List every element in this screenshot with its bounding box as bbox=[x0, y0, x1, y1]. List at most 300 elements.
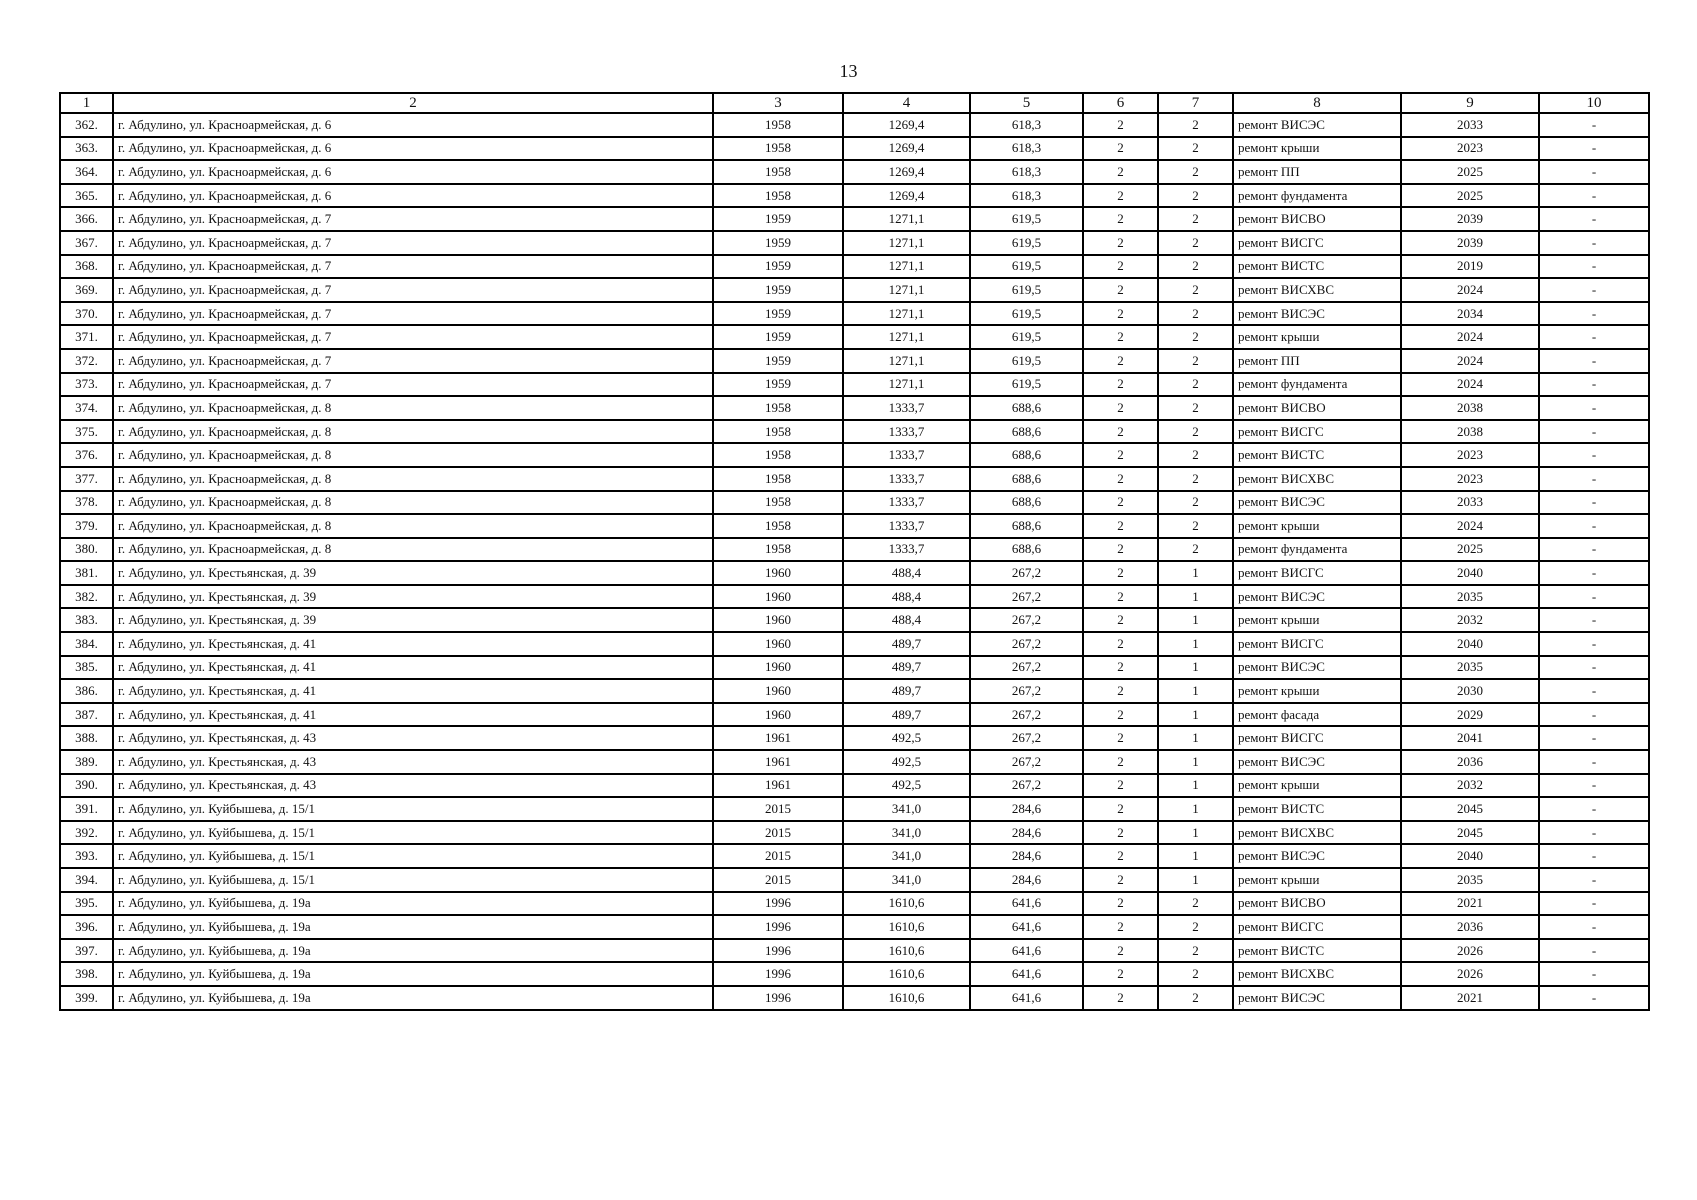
total-area-cell: 1333,7 bbox=[843, 443, 970, 467]
note-cell: - bbox=[1539, 986, 1649, 1010]
floors-cell: 2 bbox=[1083, 137, 1158, 161]
address-cell: г. Абдулино, ул. Красноармейская, д. 8 bbox=[113, 396, 713, 420]
build-year-cell: 1960 bbox=[713, 632, 843, 656]
living-area-cell: 619,5 bbox=[970, 231, 1083, 255]
row-number-cell: 383. bbox=[60, 608, 113, 632]
planned-year-cell: 2039 bbox=[1401, 231, 1539, 255]
living-area-cell: 618,3 bbox=[970, 137, 1083, 161]
address-cell: г. Абдулино, ул. Куйбышева, д. 15/1 bbox=[113, 868, 713, 892]
planned-year-cell: 2038 bbox=[1401, 396, 1539, 420]
entrances-cell: 2 bbox=[1158, 514, 1233, 538]
entrances-cell: 2 bbox=[1158, 420, 1233, 444]
address-cell: г. Абдулино, ул. Крестьянская, д. 39 bbox=[113, 608, 713, 632]
column-number: 6 bbox=[1083, 93, 1158, 113]
total-area-cell: 489,7 bbox=[843, 703, 970, 727]
table-body bbox=[60, 93, 1649, 1010]
total-area-cell: 1333,7 bbox=[843, 467, 970, 491]
build-year-cell: 1958 bbox=[713, 467, 843, 491]
column-number: 2 bbox=[113, 93, 713, 113]
planned-year-cell: 2035 bbox=[1401, 585, 1539, 609]
repair-type-cell: ремонт ВИСГС bbox=[1233, 561, 1401, 585]
floors-cell: 2 bbox=[1083, 373, 1158, 397]
living-area-cell: 267,2 bbox=[970, 750, 1083, 774]
entrances-cell: 2 bbox=[1158, 373, 1233, 397]
floors-cell: 2 bbox=[1083, 774, 1158, 798]
planned-year-cell: 2041 bbox=[1401, 726, 1539, 750]
floors-cell: 2 bbox=[1083, 278, 1158, 302]
address-cell: г. Абдулино, ул. Красноармейская, д. 7 bbox=[113, 349, 713, 373]
table-row bbox=[60, 986, 1649, 1010]
table-row bbox=[60, 491, 1649, 515]
housing-repair-table bbox=[59, 92, 1650, 1011]
entrances-cell: 2 bbox=[1158, 467, 1233, 491]
address-cell: г. Абдулино, ул. Красноармейская, д. 7 bbox=[113, 255, 713, 279]
repair-type-cell: ремонт ВИСХВС bbox=[1233, 278, 1401, 302]
note-cell: - bbox=[1539, 844, 1649, 868]
floors-cell: 2 bbox=[1083, 915, 1158, 939]
living-area-cell: 619,5 bbox=[970, 278, 1083, 302]
build-year-cell: 1960 bbox=[713, 703, 843, 727]
total-area-cell: 1271,1 bbox=[843, 325, 970, 349]
living-area-cell: 267,2 bbox=[970, 561, 1083, 585]
address-cell: г. Абдулино, ул. Куйбышева, д. 15/1 bbox=[113, 821, 713, 845]
build-year-cell: 1958 bbox=[713, 113, 843, 137]
repair-type-cell: ремонт ВИСВО bbox=[1233, 207, 1401, 231]
table-row bbox=[60, 797, 1649, 821]
note-cell: - bbox=[1539, 514, 1649, 538]
living-area-cell: 267,2 bbox=[970, 632, 1083, 656]
note-cell: - bbox=[1539, 113, 1649, 137]
floors-cell: 2 bbox=[1083, 939, 1158, 963]
build-year-cell: 1996 bbox=[713, 892, 843, 916]
repair-type-cell: ремонт ВИСГС bbox=[1233, 231, 1401, 255]
note-cell: - bbox=[1539, 349, 1649, 373]
address-cell: г. Абдулино, ул. Куйбышева, д. 15/1 bbox=[113, 844, 713, 868]
build-year-cell: 2015 bbox=[713, 797, 843, 821]
address-cell: г. Абдулино, ул. Красноармейская, д. 6 bbox=[113, 137, 713, 161]
repair-type-cell: ремонт ВИСЭС bbox=[1233, 585, 1401, 609]
total-area-cell: 1333,7 bbox=[843, 491, 970, 515]
row-number-cell: 387. bbox=[60, 703, 113, 727]
address-cell: г. Абдулино, ул. Красноармейская, д. 7 bbox=[113, 231, 713, 255]
table-row bbox=[60, 255, 1649, 279]
table-row bbox=[60, 608, 1649, 632]
living-area-cell: 267,2 bbox=[970, 679, 1083, 703]
repair-type-cell: ремонт ВИСВО bbox=[1233, 396, 1401, 420]
living-area-cell: 641,6 bbox=[970, 939, 1083, 963]
living-area-cell: 688,6 bbox=[970, 420, 1083, 444]
address-cell: г. Абдулино, ул. Куйбышева, д. 19а bbox=[113, 939, 713, 963]
total-area-cell: 1610,6 bbox=[843, 986, 970, 1010]
entrances-cell: 2 bbox=[1158, 184, 1233, 208]
row-number-cell: 398. bbox=[60, 962, 113, 986]
total-area-cell: 489,7 bbox=[843, 656, 970, 680]
planned-year-cell: 2045 bbox=[1401, 797, 1539, 821]
row-number-cell: 394. bbox=[60, 868, 113, 892]
entrances-cell: 1 bbox=[1158, 585, 1233, 609]
row-number-cell: 372. bbox=[60, 349, 113, 373]
note-cell: - bbox=[1539, 325, 1649, 349]
total-area-cell: 341,0 bbox=[843, 797, 970, 821]
total-area-cell: 1269,4 bbox=[843, 160, 970, 184]
planned-year-cell: 2024 bbox=[1401, 514, 1539, 538]
entrances-cell: 2 bbox=[1158, 255, 1233, 279]
note-cell: - bbox=[1539, 302, 1649, 326]
total-area-cell: 341,0 bbox=[843, 868, 970, 892]
address-cell: г. Абдулино, ул. Красноармейская, д. 8 bbox=[113, 538, 713, 562]
note-cell: - bbox=[1539, 396, 1649, 420]
note-cell: - bbox=[1539, 231, 1649, 255]
total-area-cell: 1271,1 bbox=[843, 373, 970, 397]
table-row bbox=[60, 325, 1649, 349]
living-area-cell: 284,6 bbox=[970, 868, 1083, 892]
row-number-cell: 366. bbox=[60, 207, 113, 231]
repair-type-cell: ремонт фундамента bbox=[1233, 184, 1401, 208]
note-cell: - bbox=[1539, 656, 1649, 680]
entrances-cell: 1 bbox=[1158, 774, 1233, 798]
entrances-cell: 2 bbox=[1158, 160, 1233, 184]
repair-type-cell: ремонт ВИСГС bbox=[1233, 632, 1401, 656]
table-row bbox=[60, 774, 1649, 798]
note-cell: - bbox=[1539, 962, 1649, 986]
repair-type-cell: ремонт ПП bbox=[1233, 160, 1401, 184]
living-area-cell: 618,3 bbox=[970, 160, 1083, 184]
entrances-cell: 1 bbox=[1158, 821, 1233, 845]
planned-year-cell: 2019 bbox=[1401, 255, 1539, 279]
planned-year-cell: 2035 bbox=[1401, 868, 1539, 892]
build-year-cell: 1958 bbox=[713, 514, 843, 538]
planned-year-cell: 2030 bbox=[1401, 679, 1539, 703]
row-number-cell: 375. bbox=[60, 420, 113, 444]
floors-cell: 2 bbox=[1083, 608, 1158, 632]
table-row bbox=[60, 538, 1649, 562]
repair-type-cell: ремонт крыши bbox=[1233, 608, 1401, 632]
table-row bbox=[60, 302, 1649, 326]
floors-cell: 2 bbox=[1083, 443, 1158, 467]
floors-cell: 2 bbox=[1083, 396, 1158, 420]
row-number-cell: 368. bbox=[60, 255, 113, 279]
floors-cell: 2 bbox=[1083, 750, 1158, 774]
page-number: 13 bbox=[839, 61, 858, 81]
floors-cell: 2 bbox=[1083, 726, 1158, 750]
table-row bbox=[60, 373, 1649, 397]
row-number-cell: 379. bbox=[60, 514, 113, 538]
living-area-cell: 618,3 bbox=[970, 184, 1083, 208]
planned-year-cell: 2039 bbox=[1401, 207, 1539, 231]
build-year-cell: 1960 bbox=[713, 679, 843, 703]
table-row bbox=[60, 278, 1649, 302]
build-year-cell: 1996 bbox=[713, 986, 843, 1010]
row-number-cell: 376. bbox=[60, 443, 113, 467]
table-row bbox=[60, 113, 1649, 137]
repair-type-cell: ремонт ВИСЭС bbox=[1233, 844, 1401, 868]
repair-type-cell: ремонт фасада bbox=[1233, 703, 1401, 727]
living-area-cell: 688,6 bbox=[970, 467, 1083, 491]
row-number-cell: 399. bbox=[60, 986, 113, 1010]
build-year-cell: 1996 bbox=[713, 939, 843, 963]
living-area-cell: 641,6 bbox=[970, 915, 1083, 939]
row-number-cell: 391. bbox=[60, 797, 113, 821]
build-year-cell: 1958 bbox=[713, 420, 843, 444]
living-area-cell: 267,2 bbox=[970, 608, 1083, 632]
row-number-cell: 367. bbox=[60, 231, 113, 255]
table-row bbox=[60, 349, 1649, 373]
total-area-cell: 1333,7 bbox=[843, 514, 970, 538]
note-cell: - bbox=[1539, 868, 1649, 892]
floors-cell: 2 bbox=[1083, 467, 1158, 491]
table-row bbox=[60, 679, 1649, 703]
floors-cell: 2 bbox=[1083, 679, 1158, 703]
row-number-cell: 396. bbox=[60, 915, 113, 939]
table-row bbox=[60, 160, 1649, 184]
planned-year-cell: 2038 bbox=[1401, 420, 1539, 444]
row-number-cell: 397. bbox=[60, 939, 113, 963]
address-cell: г. Абдулино, ул. Красноармейская, д. 8 bbox=[113, 514, 713, 538]
entrances-cell: 2 bbox=[1158, 302, 1233, 326]
planned-year-cell: 2024 bbox=[1401, 278, 1539, 302]
table-row bbox=[60, 844, 1649, 868]
total-area-cell: 488,4 bbox=[843, 585, 970, 609]
address-cell: г. Абдулино, ул. Крестьянская, д. 41 bbox=[113, 656, 713, 680]
address-cell: г. Абдулино, ул. Красноармейская, д. 6 bbox=[113, 160, 713, 184]
planned-year-cell: 2025 bbox=[1401, 538, 1539, 562]
note-cell: - bbox=[1539, 207, 1649, 231]
living-area-cell: 641,6 bbox=[970, 986, 1083, 1010]
build-year-cell: 1961 bbox=[713, 774, 843, 798]
note-cell: - bbox=[1539, 939, 1649, 963]
entrances-cell: 1 bbox=[1158, 703, 1233, 727]
table-row bbox=[60, 868, 1649, 892]
table-row bbox=[60, 207, 1649, 231]
row-number-cell: 382. bbox=[60, 585, 113, 609]
row-number-cell: 374. bbox=[60, 396, 113, 420]
row-number-cell: 364. bbox=[60, 160, 113, 184]
floors-cell: 2 bbox=[1083, 821, 1158, 845]
table-row bbox=[60, 915, 1649, 939]
floors-cell: 2 bbox=[1083, 113, 1158, 137]
repair-type-cell: ремонт ВИСЭС bbox=[1233, 491, 1401, 515]
note-cell: - bbox=[1539, 726, 1649, 750]
repair-type-cell: ремонт ВИСЭС bbox=[1233, 302, 1401, 326]
note-cell: - bbox=[1539, 255, 1649, 279]
planned-year-cell: 2026 bbox=[1401, 962, 1539, 986]
floors-cell: 2 bbox=[1083, 844, 1158, 868]
build-year-cell: 1959 bbox=[713, 278, 843, 302]
build-year-cell: 1959 bbox=[713, 325, 843, 349]
build-year-cell: 1958 bbox=[713, 491, 843, 515]
table-row bbox=[60, 726, 1649, 750]
living-area-cell: 688,6 bbox=[970, 491, 1083, 515]
planned-year-cell: 2021 bbox=[1401, 892, 1539, 916]
entrances-cell: 1 bbox=[1158, 844, 1233, 868]
total-area-cell: 1271,1 bbox=[843, 255, 970, 279]
planned-year-cell: 2024 bbox=[1401, 325, 1539, 349]
column-number: 10 bbox=[1539, 93, 1649, 113]
note-cell: - bbox=[1539, 160, 1649, 184]
floors-cell: 2 bbox=[1083, 868, 1158, 892]
entrances-cell: 2 bbox=[1158, 986, 1233, 1010]
build-year-cell: 2015 bbox=[713, 868, 843, 892]
column-number: 9 bbox=[1401, 93, 1539, 113]
row-number-cell: 388. bbox=[60, 726, 113, 750]
column-number-row bbox=[60, 93, 1649, 113]
table-row bbox=[60, 137, 1649, 161]
planned-year-cell: 2032 bbox=[1401, 608, 1539, 632]
row-number-cell: 395. bbox=[60, 892, 113, 916]
total-area-cell: 488,4 bbox=[843, 561, 970, 585]
address-cell: г. Абдулино, ул. Крестьянская, д. 43 bbox=[113, 750, 713, 774]
floors-cell: 2 bbox=[1083, 325, 1158, 349]
row-number-cell: 386. bbox=[60, 679, 113, 703]
build-year-cell: 1959 bbox=[713, 255, 843, 279]
table-row bbox=[60, 514, 1649, 538]
row-number-cell: 385. bbox=[60, 656, 113, 680]
row-number-cell: 371. bbox=[60, 325, 113, 349]
total-area-cell: 1271,1 bbox=[843, 302, 970, 326]
floors-cell: 2 bbox=[1083, 585, 1158, 609]
planned-year-cell: 2040 bbox=[1401, 561, 1539, 585]
build-year-cell: 1959 bbox=[713, 349, 843, 373]
row-number-cell: 390. bbox=[60, 774, 113, 798]
planned-year-cell: 2021 bbox=[1401, 986, 1539, 1010]
build-year-cell: 1958 bbox=[713, 184, 843, 208]
build-year-cell: 1958 bbox=[713, 538, 843, 562]
note-cell: - bbox=[1539, 184, 1649, 208]
note-cell: - bbox=[1539, 915, 1649, 939]
build-year-cell: 2015 bbox=[713, 844, 843, 868]
build-year-cell: 1958 bbox=[713, 443, 843, 467]
entrances-cell: 2 bbox=[1158, 349, 1233, 373]
floors-cell: 2 bbox=[1083, 302, 1158, 326]
floors-cell: 2 bbox=[1083, 184, 1158, 208]
floors-cell: 2 bbox=[1083, 632, 1158, 656]
entrances-cell: 2 bbox=[1158, 962, 1233, 986]
total-area-cell: 489,7 bbox=[843, 679, 970, 703]
build-year-cell: 1960 bbox=[713, 585, 843, 609]
entrances-cell: 2 bbox=[1158, 278, 1233, 302]
repair-type-cell: ремонт ВИСГС bbox=[1233, 420, 1401, 444]
planned-year-cell: 2023 bbox=[1401, 467, 1539, 491]
row-number-cell: 365. bbox=[60, 184, 113, 208]
entrances-cell: 2 bbox=[1158, 915, 1233, 939]
table-row bbox=[60, 467, 1649, 491]
address-cell: г. Абдулино, ул. Крестьянская, д. 39 bbox=[113, 585, 713, 609]
total-area-cell: 1610,6 bbox=[843, 939, 970, 963]
planned-year-cell: 2036 bbox=[1401, 750, 1539, 774]
note-cell: - bbox=[1539, 561, 1649, 585]
row-number-cell: 370. bbox=[60, 302, 113, 326]
repair-type-cell: ремонт ВИСЭС bbox=[1233, 656, 1401, 680]
table-row bbox=[60, 962, 1649, 986]
repair-type-cell: ремонт ВИСТС bbox=[1233, 443, 1401, 467]
repair-type-cell: ремонт ВИСЭС bbox=[1233, 750, 1401, 774]
build-year-cell: 1961 bbox=[713, 726, 843, 750]
address-cell: г. Абдулино, ул. Красноармейская, д. 7 bbox=[113, 207, 713, 231]
total-area-cell: 492,5 bbox=[843, 750, 970, 774]
column-number: 3 bbox=[713, 93, 843, 113]
repair-type-cell: ремонт ВИСГС bbox=[1233, 726, 1401, 750]
living-area-cell: 688,6 bbox=[970, 396, 1083, 420]
total-area-cell: 1269,4 bbox=[843, 137, 970, 161]
floors-cell: 2 bbox=[1083, 986, 1158, 1010]
build-year-cell: 1958 bbox=[713, 396, 843, 420]
entrances-cell: 2 bbox=[1158, 231, 1233, 255]
row-number-cell: 369. bbox=[60, 278, 113, 302]
floors-cell: 2 bbox=[1083, 797, 1158, 821]
planned-year-cell: 2023 bbox=[1401, 443, 1539, 467]
build-year-cell: 1996 bbox=[713, 962, 843, 986]
address-cell: г. Абдулино, ул. Красноармейская, д. 7 bbox=[113, 373, 713, 397]
floors-cell: 2 bbox=[1083, 231, 1158, 255]
total-area-cell: 341,0 bbox=[843, 844, 970, 868]
entrances-cell: 1 bbox=[1158, 608, 1233, 632]
row-number-cell: 373. bbox=[60, 373, 113, 397]
note-cell: - bbox=[1539, 892, 1649, 916]
address-cell: г. Абдулино, ул. Куйбышева, д. 19а bbox=[113, 986, 713, 1010]
entrances-cell: 2 bbox=[1158, 396, 1233, 420]
build-year-cell: 1958 bbox=[713, 137, 843, 161]
build-year-cell: 2015 bbox=[713, 821, 843, 845]
total-area-cell: 1269,4 bbox=[843, 184, 970, 208]
repair-type-cell: ремонт ВИСЭС bbox=[1233, 986, 1401, 1010]
planned-year-cell: 2026 bbox=[1401, 939, 1539, 963]
repair-type-cell: ремонт крыши bbox=[1233, 325, 1401, 349]
planned-year-cell: 2025 bbox=[1401, 160, 1539, 184]
table-row bbox=[60, 420, 1649, 444]
entrances-cell: 1 bbox=[1158, 679, 1233, 703]
table-row bbox=[60, 750, 1649, 774]
note-cell: - bbox=[1539, 679, 1649, 703]
note-cell: - bbox=[1539, 703, 1649, 727]
note-cell: - bbox=[1539, 538, 1649, 562]
planned-year-cell: 2033 bbox=[1401, 113, 1539, 137]
table-row bbox=[60, 656, 1649, 680]
living-area-cell: 641,6 bbox=[970, 962, 1083, 986]
repair-type-cell: ремонт ВИСГС bbox=[1233, 915, 1401, 939]
build-year-cell: 1959 bbox=[713, 373, 843, 397]
build-year-cell: 1959 bbox=[713, 231, 843, 255]
total-area-cell: 488,4 bbox=[843, 608, 970, 632]
total-area-cell: 1333,7 bbox=[843, 538, 970, 562]
address-cell: г. Абдулино, ул. Крестьянская, д. 41 bbox=[113, 632, 713, 656]
living-area-cell: 619,5 bbox=[970, 325, 1083, 349]
row-number-cell: 384. bbox=[60, 632, 113, 656]
total-area-cell: 492,5 bbox=[843, 726, 970, 750]
living-area-cell: 688,6 bbox=[970, 514, 1083, 538]
floors-cell: 2 bbox=[1083, 538, 1158, 562]
entrances-cell: 1 bbox=[1158, 750, 1233, 774]
row-number-cell: 363. bbox=[60, 137, 113, 161]
repair-type-cell: ремонт ВИСХВС bbox=[1233, 821, 1401, 845]
column-number: 4 bbox=[843, 93, 970, 113]
living-area-cell: 284,6 bbox=[970, 821, 1083, 845]
repair-type-cell: ремонт ВИСЭС bbox=[1233, 113, 1401, 137]
floors-cell: 2 bbox=[1083, 703, 1158, 727]
row-number-cell: 380. bbox=[60, 538, 113, 562]
total-area-cell: 1610,6 bbox=[843, 962, 970, 986]
repair-type-cell: ремонт крыши bbox=[1233, 774, 1401, 798]
repair-type-cell: ремонт крыши bbox=[1233, 679, 1401, 703]
entrances-cell: 2 bbox=[1158, 207, 1233, 231]
note-cell: - bbox=[1539, 797, 1649, 821]
planned-year-cell: 2029 bbox=[1401, 703, 1539, 727]
repair-type-cell: ремонт крыши bbox=[1233, 514, 1401, 538]
address-cell: г. Абдулино, ул. Куйбышева, д. 19а bbox=[113, 892, 713, 916]
living-area-cell: 619,5 bbox=[970, 373, 1083, 397]
total-area-cell: 492,5 bbox=[843, 774, 970, 798]
table-row bbox=[60, 443, 1649, 467]
planned-year-cell: 2032 bbox=[1401, 774, 1539, 798]
